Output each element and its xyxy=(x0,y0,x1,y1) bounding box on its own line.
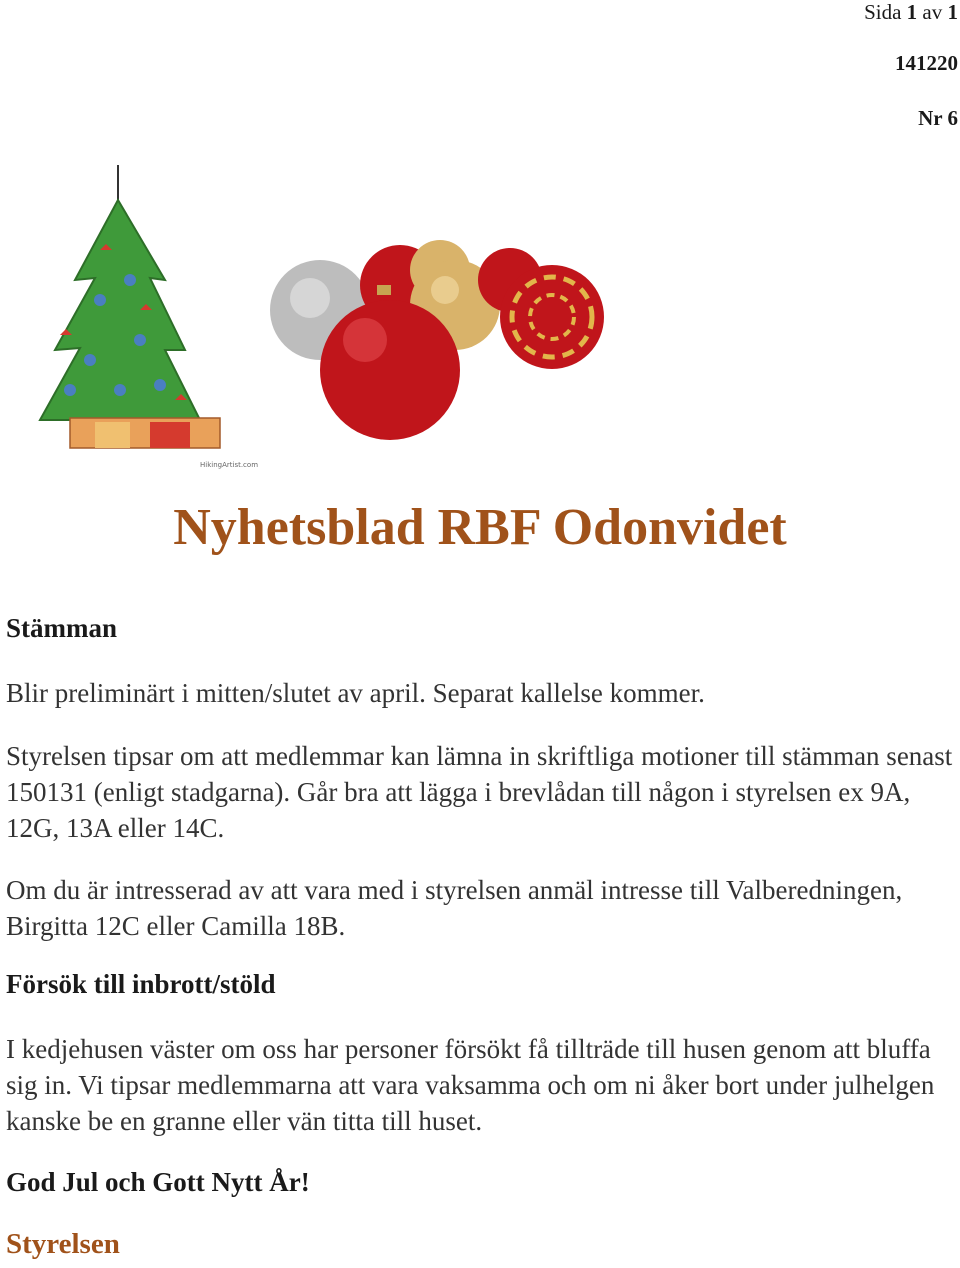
issue-number: Nr 6 xyxy=(918,106,958,130)
page-total: 1 xyxy=(947,0,958,24)
paragraph-burglary: I kedjehusen väster om oss har personer försökt få tillträde till husen genom att bluffa sig in. Vi tipsar medlemmarna att vara vaksamma och om ni åker bort under julhelgen kanske be en granne eller vän titta till huset. xyxy=(6,1034,935,1136)
issue-date: 141220 xyxy=(895,51,958,75)
section-heading-stamman: Stämman xyxy=(6,613,118,643)
christmas-illustration xyxy=(0,160,960,480)
page-counter xyxy=(864,0,958,25)
paragraph-stamman-date: Blir preliminärt i mitten/slutet av april. Separat kallelse kommer. xyxy=(6,678,705,708)
page-prefix: Sida xyxy=(864,0,902,24)
section-heading-burglary: Försök till inbrott/stöld xyxy=(6,969,276,999)
page-number: 1 xyxy=(906,0,918,24)
paragraph-motions: Styrelsen tipsar om att medlemmar kan lämna in skriftliga motioner till stämman senast 150131 (enligt stadgarna). Går bra att lägga i brevlådan till någon i styrelsen ex 9A, 12G, 13A eller 14C. xyxy=(6,741,953,843)
ornaments-image xyxy=(270,240,604,440)
newsletter-title: Nyhetsblad RBF Odonvidet xyxy=(173,499,787,556)
paragraph-board-interest: Om du är intresserad av att vara med i styrelsen anmäl intresse till Valberedningen, Birgitta 12C eller Camilla 18B. xyxy=(6,875,903,941)
greeting-text: God Jul och Gott Nytt År! xyxy=(6,1167,310,1197)
page-of: av xyxy=(922,0,943,24)
christmas-tree-image xyxy=(40,165,258,469)
signature: Styrelsen xyxy=(6,1228,120,1260)
watermark-text: HikingArtist.com xyxy=(200,461,259,469)
